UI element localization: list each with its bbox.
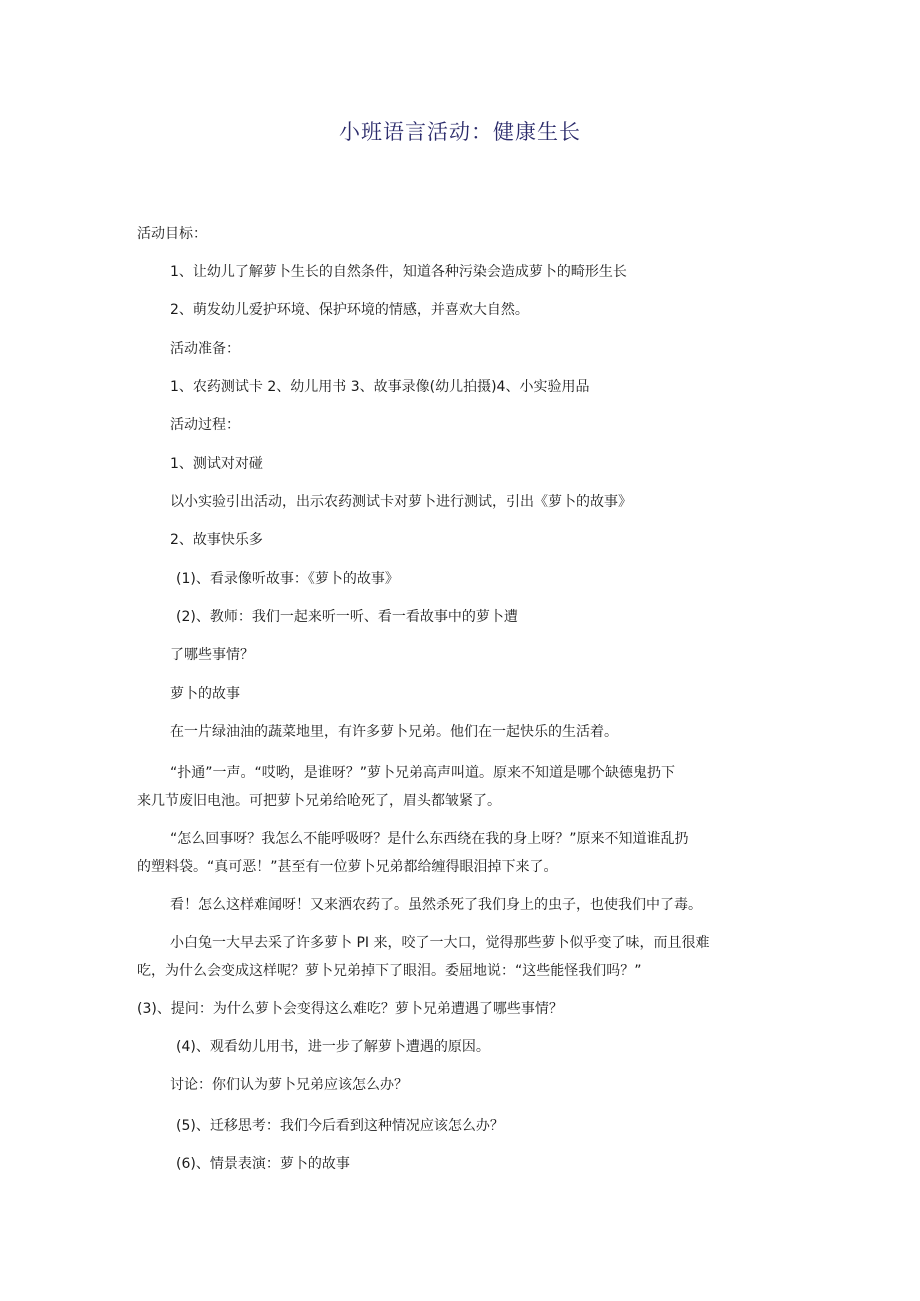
story-paragraph-5-line-1: 小白兔一大早去采了许多萝卜 PI 来，咬了一大口，觉得那些萝卜似乎变了味，而且很难 bbox=[170, 935, 710, 951]
discussion: 讨论：你们认为萝卜兄弟应该怎么办？ bbox=[170, 1077, 408, 1093]
story-paragraph-3-line-2: 的塑料袋。“真可恶！”甚至有一位萝卜兄弟都给缠得眼泪掉下来了。 bbox=[137, 859, 558, 875]
story-paragraph-2-line-1: “扑通”一声。“哎哟，是谁呀？”萝卜兄弟高声叫道。原来不知道是哪个缺德鬼扔下 bbox=[170, 765, 676, 781]
substep-6: (6)、情景表演：萝卜的故事 bbox=[176, 1156, 350, 1172]
process-step-1: 1、测试对对碰 bbox=[170, 456, 263, 472]
goal-item-1: 1、让幼儿了解萝卜生长的自然条件，知道各种污染会造成萝卜的畸形生长 bbox=[170, 264, 627, 280]
substep-5: (5)、迁移思考：我们今后看到这种情况应该怎么办？ bbox=[176, 1118, 504, 1134]
story-paragraph-3-line-1: “怎么回事呀？我怎么不能呼吸呀？是什么东西绕在我的身上呀？”原来不知道谁乱扔 bbox=[170, 831, 689, 847]
story-paragraph-4: 看！怎么这样难闻呀！又来洒农药了。虽然杀死了我们身上的虫子，也使我们中了毒。 bbox=[170, 897, 702, 913]
substep-1: (1)、看录像听故事：《萝卜的故事》 bbox=[176, 571, 399, 587]
preparation-items: 1、农药测试卡 2、幼儿用书 3、故事录像(幼儿拍摄)4、小实验用品 bbox=[170, 379, 590, 395]
story-title: 萝卜的故事 bbox=[170, 686, 240, 702]
section-heading-process: 活动过程： bbox=[170, 417, 240, 433]
process-step-1-text: 以小实验引出活动，出示农药测试卡对萝卜进行测试，引出《萝卜的故事》 bbox=[170, 494, 632, 510]
section-heading-goals: 活动目标： bbox=[137, 226, 207, 242]
substep-3: (3)、提问：为什么萝卜会变得这么难吃？萝卜兄弟遭遇了哪些事情？ bbox=[137, 1001, 563, 1017]
page-title: 小班语言活动：健康生长 bbox=[339, 120, 581, 144]
substep-4: (4)、观看幼儿用书，进一步了解萝卜遭遇的原因。 bbox=[176, 1039, 490, 1055]
substep-2-continued: 了哪些事情？ bbox=[170, 647, 254, 663]
substep-2: (2)、教师：我们一起来听一听、看一看故事中的萝卜遭 bbox=[176, 609, 518, 625]
process-step-2: 2、故事快乐多 bbox=[170, 532, 263, 548]
story-paragraph-2-line-2: 来几节废旧电池。可把萝卜兄弟给呛死了，眉头都皱紧了。 bbox=[137, 793, 501, 809]
section-heading-preparation: 活动准备： bbox=[170, 341, 240, 357]
goal-item-2: 2、萌发幼儿爱护环境、保护环境的情感，并喜欢大自然。 bbox=[170, 302, 529, 318]
story-paragraph-1: 在一片绿油油的蔬菜地里，有许多萝卜兄弟。他们在一起快乐的生活着。 bbox=[170, 724, 618, 740]
story-paragraph-5-line-2: 吃，为什么会变成这样呢？萝卜兄弟掉下了眼泪。委屈地说：“这些能怪我们吗？” bbox=[137, 963, 642, 979]
